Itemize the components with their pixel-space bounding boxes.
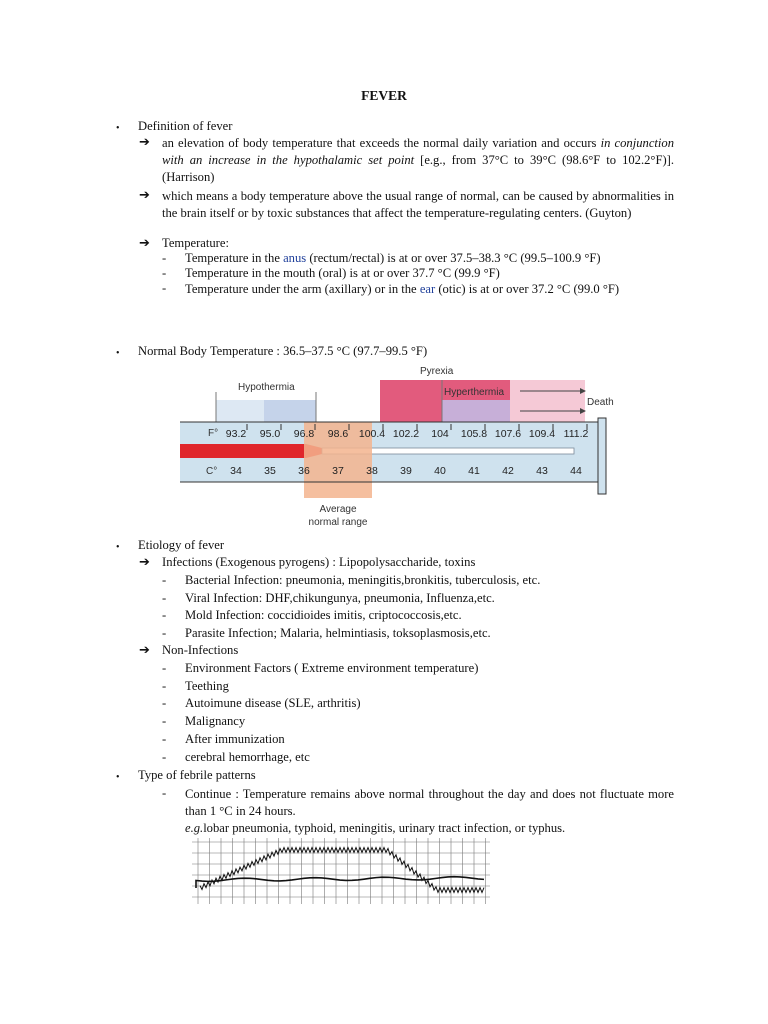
normal-temperature-heading: Normal Body Temperature : 36.5–37.5 °C (97.7–99.5 °F)	[138, 344, 428, 358]
list-item: Autoimune disease (SLE, arthritis)	[185, 696, 361, 710]
harrison-italic: in conjunction with an increase in the hypothalamic set point	[162, 136, 674, 167]
dash-icon: -	[162, 732, 167, 746]
dash-icon: -	[162, 750, 167, 764]
anus-pre: Temperature in the	[185, 251, 284, 265]
anus-post: (rectum/rectal) is at or over 37.5–38.3 °C (99.5–100.9 °F)	[306, 251, 601, 265]
celsius-tick-label: 38	[366, 465, 378, 477]
list-item: cerebral hemorrhage, etc	[185, 750, 310, 764]
celsius-tick-label: 35	[264, 465, 276, 477]
hyperthermia-light-region	[510, 380, 585, 422]
temperature-anus	[185, 251, 674, 266]
bullet-icon: •	[116, 772, 120, 783]
average-label-line1: Average	[319, 504, 357, 515]
fahrenheit-tick-label: 105.8	[460, 428, 488, 440]
list-item: Teething	[185, 679, 229, 693]
fahrenheit-tick-label: 93.2	[225, 428, 247, 440]
list-item: Malignancy	[185, 714, 246, 728]
temperature-label: Temperature:	[162, 236, 229, 250]
celsius-tick-label: 37	[332, 465, 344, 477]
fahrenheit-tick-label: 107.6	[494, 428, 522, 440]
dash-icon: -	[162, 679, 167, 693]
average-label-line2: normal range	[308, 517, 368, 528]
fahrenheit-tick-label: 100.4	[358, 428, 386, 440]
dash-icon: -	[162, 281, 167, 295]
list-item: Bacterial Infection: pneumonia, meningitis,bronkitis, tuberculosis, etc.	[185, 573, 541, 587]
death-end-cap	[598, 418, 606, 494]
fahrenheit-tick-label: 95.0	[259, 428, 281, 440]
etiology-heading: Etiology of fever	[138, 538, 225, 552]
celsius-tick-label: 36	[298, 465, 310, 477]
fahrenheit-label: F°	[208, 428, 219, 439]
dash-icon: -	[162, 591, 167, 605]
death-label: Death	[587, 397, 614, 408]
celsius-tick-label: 34	[230, 465, 242, 477]
dash-icon: -	[162, 661, 167, 675]
celsius-tick-label: 41	[468, 465, 480, 477]
celsius-tick-label: 39	[400, 465, 412, 477]
thermometer-diagram	[180, 360, 620, 532]
dash-icon: -	[162, 251, 167, 265]
list-item: Mold Infection: coccidioides imitis, criptococcosis,etc.	[185, 608, 462, 622]
definition-guyton: which means a body temperature above the usual range of normal, can be caused by abnormalities in the brain itself or by toxic substances that affect the temperature-regulating centers. (Guyton)	[162, 189, 674, 220]
dash-icon: -	[162, 573, 167, 587]
celsius-tick-label: 40	[434, 465, 446, 477]
dash-icon: -	[162, 714, 167, 728]
hyperthermia-label: Hyperthermia	[444, 387, 505, 398]
arrow-icon: ➔	[139, 236, 150, 251]
bullet-icon: •	[116, 348, 120, 359]
dash-icon: -	[162, 266, 167, 280]
fahrenheit-tick-label: 104	[431, 428, 449, 440]
temperature-mouth: Temperature in the mouth (oral) is at or over 37.7 °C (99.9 °F)	[185, 266, 500, 280]
celsius-tick-label: 44	[570, 465, 582, 477]
list-item: Environment Factors ( Extreme environment temperature)	[185, 661, 479, 675]
arm-post: (otic) is at or over 37.2 °C (99.0 °F)	[435, 282, 620, 296]
fever-curve	[200, 848, 484, 893]
bullet-icon: •	[116, 123, 120, 134]
infections-heading: Infections (Exogenous pyrogens) : Lipopolysaccharide, toxins	[162, 555, 476, 569]
arrow-icon: ➔	[139, 135, 150, 150]
febrile-heading: Type of febrile patterns	[138, 768, 256, 782]
page-title: FEVER	[361, 88, 407, 103]
arrow-icon: ➔	[139, 555, 150, 570]
arrow-icon: ➔	[139, 188, 150, 203]
mercury-column	[180, 444, 306, 458]
pyrexia-label: Pyrexia	[420, 366, 454, 377]
anus-link: anus	[283, 251, 307, 265]
hyperthermia-region	[442, 400, 510, 422]
harrison-citation: [e.g., from 37°C to 39°C (98.6°F to 102.2°F)]. (Harrison)	[162, 153, 674, 184]
celsius-label: C°	[206, 466, 218, 477]
fahrenheit-tick-label: 109.4	[528, 428, 556, 440]
ear-link: ear	[419, 282, 436, 296]
continue-fever-chart	[192, 838, 490, 904]
fahrenheit-tick-label: 111.2	[563, 428, 589, 440]
arm-pre: Temperature under the arm (axillary) or in the	[185, 282, 420, 296]
hypothermia-label: Hypothermia	[238, 382, 295, 393]
celsius-tick-label: 43	[536, 465, 548, 477]
dash-icon: -	[162, 696, 167, 710]
definition-harrison	[162, 135, 674, 186]
dash-icon: -	[162, 786, 167, 800]
dash-icon: -	[162, 626, 167, 640]
celsius-tick-label: 42	[502, 465, 514, 477]
harrison-text: an elevation of body temperature that exceeds the normal daily variation and occurs	[162, 136, 601, 150]
bullet-icon: •	[116, 542, 120, 553]
baseline-line	[196, 877, 484, 888]
non-infections-heading: Non-Infections	[162, 643, 239, 657]
list-item: Viral Infection: DHF,chikungunya, pneumonia, Influenza,etc.	[185, 591, 495, 605]
fahrenheit-tick-label: 96.8	[293, 428, 315, 440]
febrile-continue: Continue : Temperature remains above normal throughout the day and does not fluctuate more than 1 °C in 24 hours.	[185, 787, 674, 818]
febrile-example	[185, 821, 674, 836]
fahrenheit-tick-label: 98.6	[327, 428, 349, 440]
temperature-arm	[185, 281, 674, 298]
definition-heading: Definition of fever	[138, 119, 233, 133]
list-item: After immunization	[185, 732, 285, 746]
dash-icon: -	[162, 608, 167, 622]
hypothermia-inner-region	[264, 400, 316, 422]
arrow-icon: ➔	[139, 643, 150, 658]
fahrenheit-tick-label: 102.2	[392, 428, 420, 440]
eg-italic: e.g.	[185, 821, 204, 835]
list-item: Parasite Infection; Malaria, helmintiasis, toksoplasmosis,etc.	[185, 626, 491, 640]
eg-text: lobar pneumonia, typhoid, meningitis, urinary tract infection, or typhus.	[203, 821, 566, 835]
